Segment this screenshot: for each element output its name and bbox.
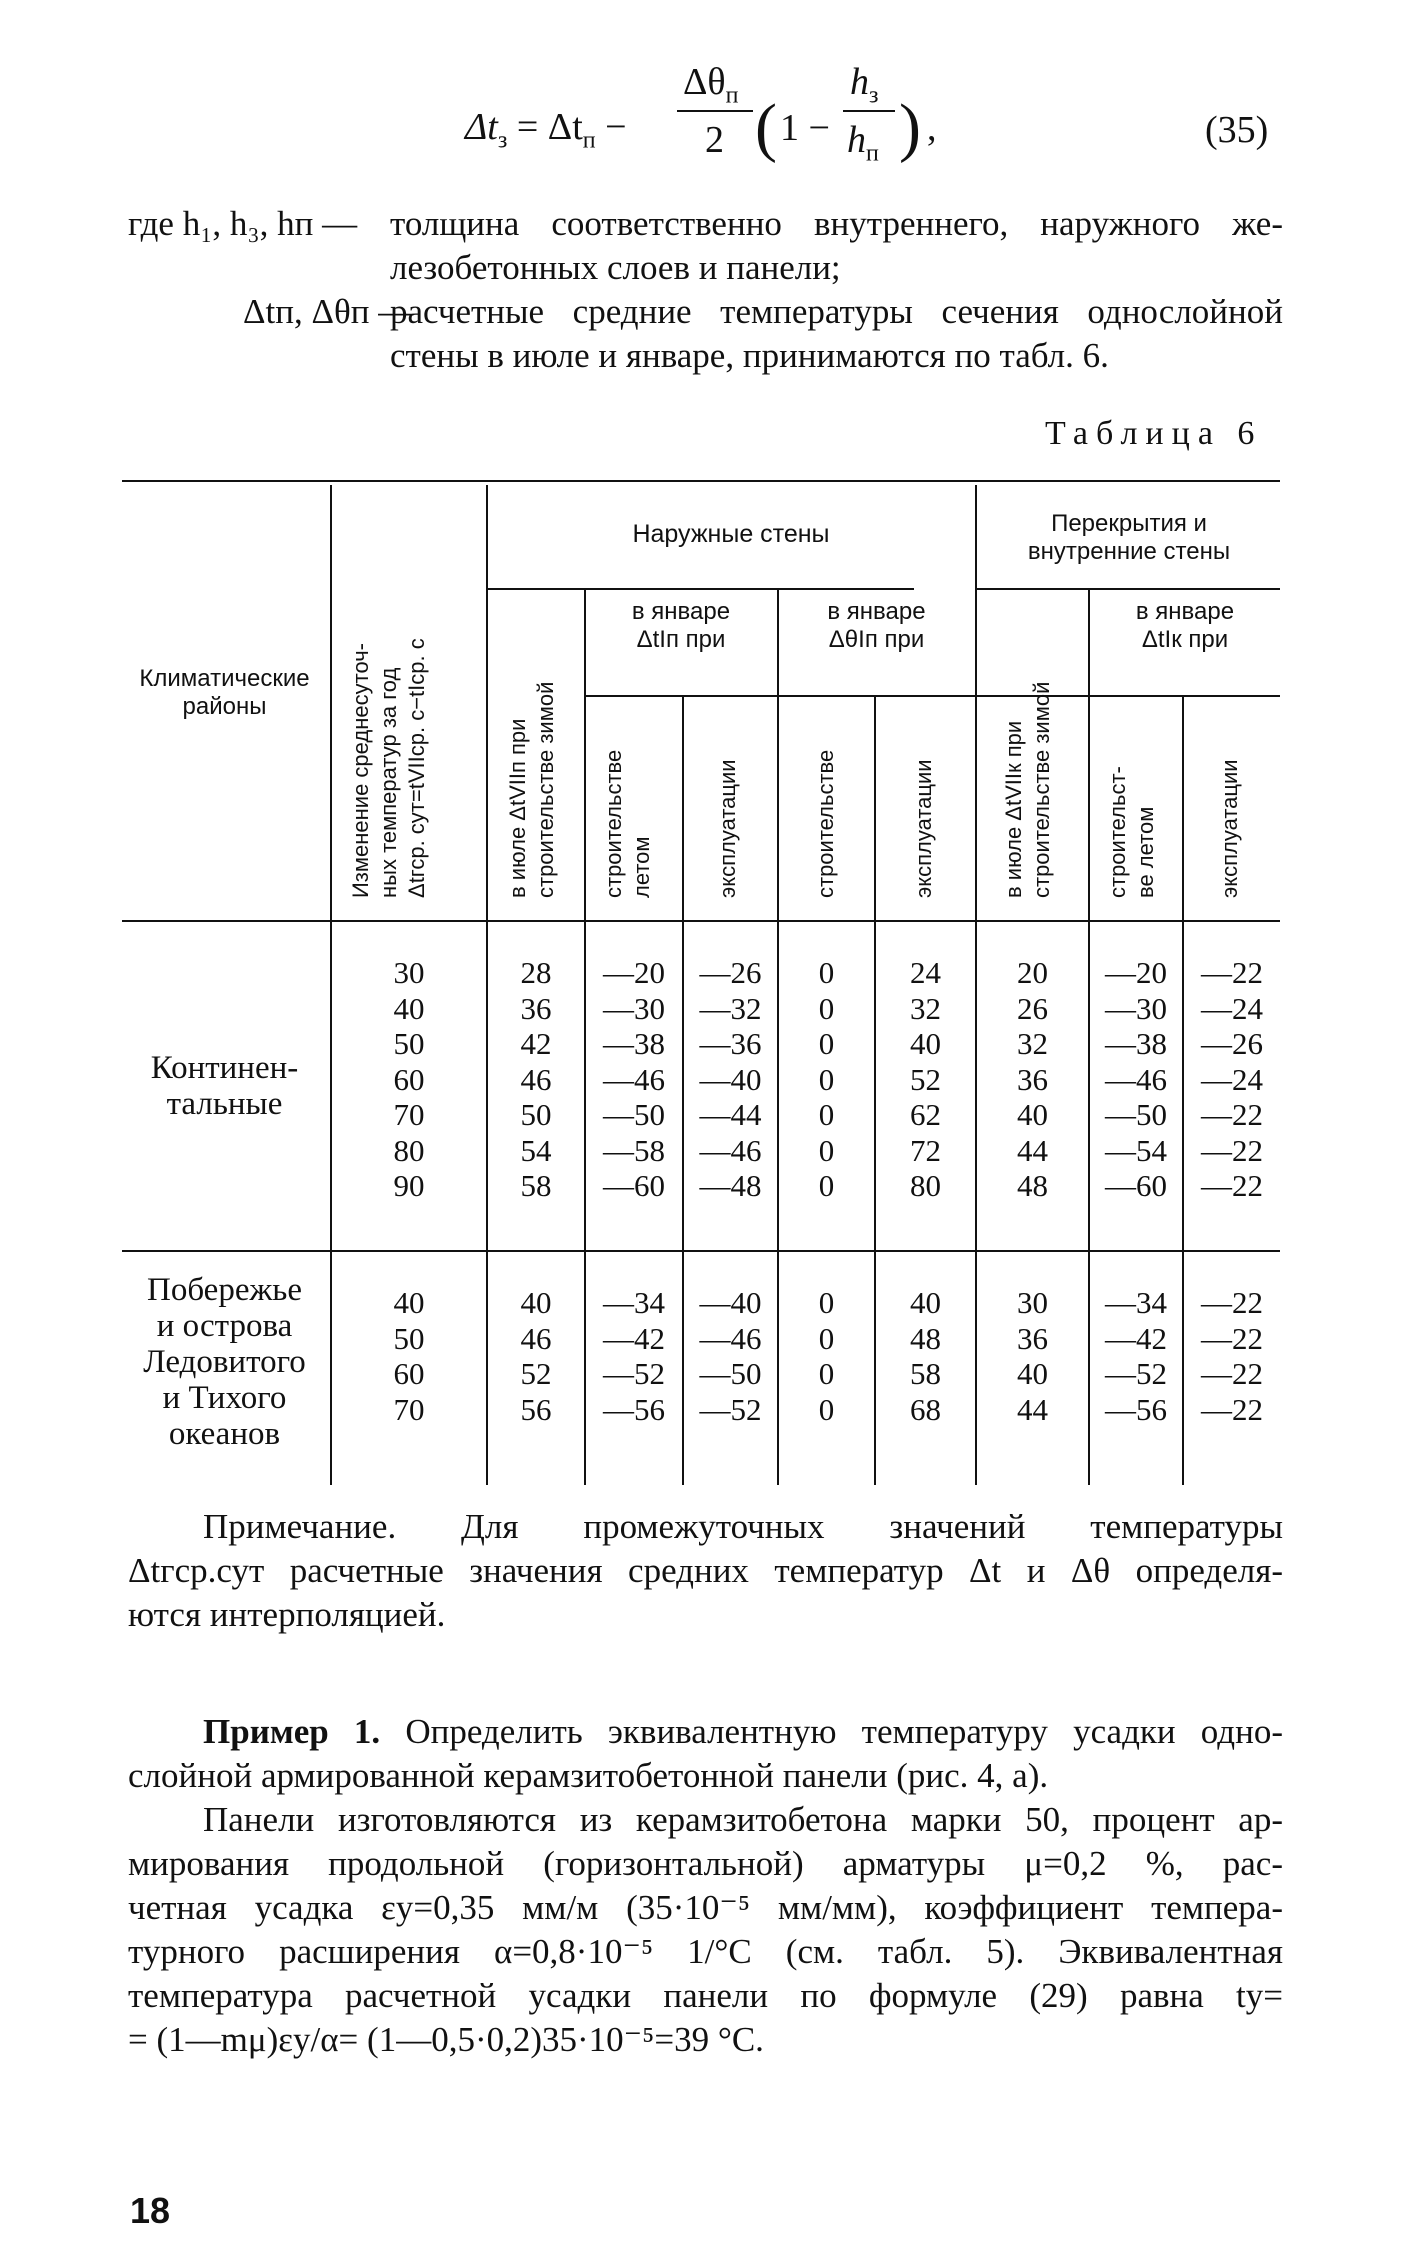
table-note xyxy=(128,1505,1283,1637)
header-temp-change: Изменение среднесуточ- ных температур за год Δtгср. сут=tVIIср. с−tIср. с xyxy=(348,638,429,898)
column-walls-t-oper xyxy=(684,955,777,1204)
definition-text: стены в июле и январе, принимаются по табл. 6. xyxy=(390,336,1109,375)
table-cell: 58 xyxy=(520,1168,552,1203)
table-cell: —30 xyxy=(603,990,665,1026)
table-cell: —52 xyxy=(603,1356,665,1391)
table-cell: 62 xyxy=(910,1097,941,1132)
table-cell: 40 xyxy=(393,1285,425,1320)
table-cell: 80 xyxy=(910,1168,941,1203)
column-floors-summer xyxy=(1090,955,1182,1204)
table-cell: 52 xyxy=(520,1356,552,1391)
table-cell: —38 xyxy=(1105,1026,1167,1061)
table-cell: 0 xyxy=(818,1320,835,1356)
table-cell: 36 xyxy=(1017,1061,1048,1097)
column-walls-t-oper xyxy=(684,1285,777,1427)
table-cell: —32 xyxy=(699,990,762,1026)
table-cell: 32 xyxy=(910,990,941,1026)
table-top-rule xyxy=(122,480,1280,482)
table-cell: 30 xyxy=(1017,1285,1048,1320)
table-cell: —22 xyxy=(1201,1132,1263,1168)
table-cell: —50 xyxy=(699,1356,762,1391)
table-cell: —22 xyxy=(1201,1320,1263,1356)
table-cell: 52 xyxy=(910,1061,941,1097)
table-cell: —20 xyxy=(1105,955,1167,990)
table-cell: 40 xyxy=(910,1026,941,1061)
table-cell: 40 xyxy=(393,990,425,1026)
table-cell: 36 xyxy=(520,990,552,1026)
header-operation: эксплуатации xyxy=(911,759,936,898)
table-cell: 60 xyxy=(393,1356,425,1391)
example-line: слойной армированной керамзитобетонной панели (рис. 4, а). xyxy=(128,1756,1049,1795)
table-cell: —56 xyxy=(1105,1391,1167,1427)
column-walls-th-oper xyxy=(876,1285,975,1427)
table-cell: 70 xyxy=(393,1391,425,1427)
table-cell: 32 xyxy=(1017,1026,1048,1061)
column-change xyxy=(332,1285,486,1427)
definition-term: где h₁, h₃, hп — xyxy=(128,204,358,243)
rule-floors-group xyxy=(977,588,1280,590)
table-cell: —56 xyxy=(603,1391,665,1427)
region-coast: Побережье и острова Ледовитого и Тихого океанов xyxy=(143,1272,306,1452)
column-floors-july xyxy=(977,1285,1088,1427)
example-line: = (1—mμ)εу/α= (1—0,5·0,2)35·10⁻⁵=39 °С. xyxy=(128,2020,764,2059)
column-walls-t-summer xyxy=(586,1285,682,1427)
region-separator-rule xyxy=(122,1250,1280,1252)
table-cell: —34 xyxy=(1105,1285,1167,1320)
table-cell: —24 xyxy=(1201,1061,1263,1097)
table-cell: 40 xyxy=(520,1285,552,1320)
table-cell: —30 xyxy=(1105,990,1167,1026)
table-cell: —52 xyxy=(699,1391,762,1427)
fraction-bar xyxy=(677,110,753,112)
example-line: турного расширения α=0,8·10⁻⁵ 1/°С (см. табл. 5). Эквивалентная xyxy=(128,1932,1283,1971)
table-cell: 46 xyxy=(520,1320,552,1356)
table-cell: —46 xyxy=(1105,1061,1167,1097)
table-cell: 0 xyxy=(818,1285,835,1320)
table-cell: 42 xyxy=(520,1026,552,1061)
header-bottom-rule xyxy=(122,920,1280,922)
table-cell: 36 xyxy=(1017,1320,1048,1356)
table-6 xyxy=(122,480,1280,1480)
table-cell: —26 xyxy=(699,955,762,990)
header-floors-july: в июле ΔtVIIк при строительстве зимой xyxy=(1001,681,1054,898)
paren-close: ) xyxy=(899,91,921,164)
region-continental: Континен- тальные xyxy=(150,1050,299,1122)
definition-term: Δtп, Δθп — xyxy=(243,292,414,331)
table-cell: 56 xyxy=(520,1391,552,1427)
table-title: Таблица 6 xyxy=(1045,415,1263,452)
header-walls-jan-t: в январе ΔtIп при xyxy=(631,598,731,653)
header-build: строительстве xyxy=(813,749,838,898)
table-cell: 0 xyxy=(818,1168,835,1203)
table-cell: —22 xyxy=(1201,1168,1263,1203)
header-walls-july: в июле ΔtVIIп при строительстве зимой xyxy=(505,681,558,898)
note-line: ются интерполяцией. xyxy=(128,1595,446,1634)
column-walls-th-build xyxy=(779,1285,874,1427)
formula-lhs: $\Delta t_з = \Delta t_п$ − xyxy=(465,106,627,154)
formula-35 xyxy=(465,60,985,190)
table-cell: 90 xyxy=(393,1168,425,1203)
table-cell: —58 xyxy=(603,1132,665,1168)
definition-text: толщина соответственно внутреннего, наружного же- xyxy=(390,204,1283,243)
table-cell: —24 xyxy=(1201,990,1263,1026)
table-cell: —26 xyxy=(1201,1026,1263,1061)
table-cell: 0 xyxy=(818,1356,835,1391)
table-cell: 46 xyxy=(520,1061,552,1097)
formula-one-minus: 1 − xyxy=(780,107,830,149)
table-cell: 50 xyxy=(520,1097,552,1132)
table-cell: —50 xyxy=(603,1097,665,1132)
column-floors-oper xyxy=(1184,1285,1280,1427)
column-walls-july xyxy=(488,1285,584,1427)
column-floors-summer xyxy=(1090,1285,1182,1427)
example-line: мирования продольной (горизонтальной) арматуры μ=0,2 %, рас- xyxy=(128,1844,1283,1883)
table-cell: 44 xyxy=(1017,1391,1048,1427)
formula-h-numerator: $h_з$ xyxy=(850,61,879,109)
table-cell: 50 xyxy=(393,1320,425,1356)
column-walls-th-oper xyxy=(876,955,975,1204)
table-cell: 70 xyxy=(393,1097,425,1132)
definition-text: расчетные средние температуры сечения однослойной xyxy=(390,292,1283,331)
header-operation: эксплуатации xyxy=(1217,759,1242,898)
table-cell: —42 xyxy=(603,1320,665,1356)
table-cell: —34 xyxy=(603,1285,665,1320)
table-cell: 72 xyxy=(910,1132,941,1168)
table-cell: —38 xyxy=(603,1026,665,1061)
table-cell: —46 xyxy=(699,1132,762,1168)
table-cell: 0 xyxy=(818,1061,835,1097)
table-cell: 24 xyxy=(910,955,941,990)
table-cell: 60 xyxy=(393,1061,425,1097)
formula-comma: , xyxy=(927,107,937,149)
table-cell: —46 xyxy=(699,1320,762,1356)
table-cell: 50 xyxy=(393,1026,425,1061)
formula-h-denominator: $h_п$ xyxy=(847,119,879,167)
table-cell: —50 xyxy=(1105,1097,1167,1132)
table-cell: —40 xyxy=(699,1061,762,1097)
table-cell: —22 xyxy=(1201,1097,1263,1132)
table-cell: —44 xyxy=(699,1097,762,1132)
column-change xyxy=(332,955,486,1204)
table-cell: 0 xyxy=(818,1391,835,1427)
header-outer-walls: Наружные стены xyxy=(632,520,830,548)
example-line: четная усадка εу=0,35 мм/м (35·10⁻⁵ мм/мм), коэффициент темпера- xyxy=(128,1888,1283,1927)
column-walls-july xyxy=(488,955,584,1204)
table-cell: —52 xyxy=(1105,1356,1167,1391)
header-floors-summer-build: строительст- ве летом xyxy=(1105,766,1158,898)
note-line: Примечание. Для промежуточных значений температуры xyxy=(203,1507,1283,1546)
table-cell: 58 xyxy=(910,1356,941,1391)
definition-text: лезобетонных слоев и панели; xyxy=(390,248,841,287)
table-cell: —48 xyxy=(699,1168,762,1203)
table-cell: —60 xyxy=(1105,1168,1167,1203)
table-cell: 0 xyxy=(818,990,835,1026)
header-walls-jan-theta: в январе ΔθIп при xyxy=(827,598,926,653)
table-cell: —40 xyxy=(699,1285,762,1320)
table-cell: 48 xyxy=(910,1320,941,1356)
note-line: Δtгср.сут расчетные значения средних температур Δt и Δθ определя- xyxy=(128,1551,1283,1590)
table-cell: —22 xyxy=(1201,1285,1263,1320)
table-cell: 44 xyxy=(1017,1132,1048,1168)
header-summer-build: строительстве летом xyxy=(601,749,654,898)
table-cell: 68 xyxy=(910,1391,941,1427)
page-number: 18 xyxy=(130,2190,171,2231)
formula-number: (35) xyxy=(1205,109,1269,151)
table-cell: 0 xyxy=(818,1026,835,1061)
table-cell: —46 xyxy=(603,1061,665,1097)
table-cell: 26 xyxy=(1017,990,1048,1026)
table-cell: 40 xyxy=(1017,1356,1048,1391)
header-floors-jan: в январе ΔtIк при xyxy=(1135,598,1235,653)
column-floors-oper xyxy=(1184,955,1280,1204)
table-cell: 0 xyxy=(818,1132,835,1168)
fraction-bar-2 xyxy=(843,110,895,112)
rule-walls-group xyxy=(487,588,914,590)
column-floors-july xyxy=(977,955,1088,1204)
header-floors-inner-walls: Перекрытия и внутренние стены xyxy=(1027,510,1231,565)
example-label: Пример 1. xyxy=(203,1712,381,1751)
example-line: температура расчетной усадки панели по формуле (29) равна tу= xyxy=(128,1976,1283,2015)
table-cell: —22 xyxy=(1201,1391,1263,1427)
example-1 xyxy=(128,1710,1283,2062)
table-cell: —36 xyxy=(699,1026,762,1061)
table-cell: 0 xyxy=(818,955,835,990)
table-cell: 48 xyxy=(1017,1168,1048,1203)
table-cell: 54 xyxy=(520,1132,552,1168)
table-cell: 20 xyxy=(1017,955,1048,990)
table-cell: 80 xyxy=(393,1132,425,1168)
table-cell: —42 xyxy=(1105,1320,1167,1356)
formula-fraction-numerator: $\Delta\theta_п$ xyxy=(683,61,739,109)
table-cell: —60 xyxy=(603,1168,665,1203)
table-cell: —20 xyxy=(603,955,665,990)
header-climatic-regions: Климатические районы xyxy=(139,665,310,720)
paren-open: ( xyxy=(755,91,777,164)
table-cell: —54 xyxy=(1105,1132,1167,1168)
table-cell: —22 xyxy=(1201,1356,1263,1391)
table-cell: 40 xyxy=(910,1285,941,1320)
column-walls-th-build xyxy=(779,955,874,1204)
column-walls-t-summer xyxy=(586,955,682,1204)
table-cell: 0 xyxy=(818,1097,835,1132)
rule-floors-jan-sub xyxy=(1090,695,1280,697)
example-line: Панели изготовляются из керамзитобетона марки 50, процент ар- xyxy=(203,1800,1283,1839)
table-cell: 30 xyxy=(393,955,425,990)
table-cell: —22 xyxy=(1201,955,1263,990)
table-cell: 40 xyxy=(1017,1097,1048,1132)
formula-fraction-denominator: 2 xyxy=(705,119,724,161)
table-cell: 28 xyxy=(520,955,552,990)
example-line: Пример 1. Определить эквивалентную температуру усадки одно- xyxy=(203,1712,1283,1751)
header-operation: эксплуатации xyxy=(715,759,740,898)
